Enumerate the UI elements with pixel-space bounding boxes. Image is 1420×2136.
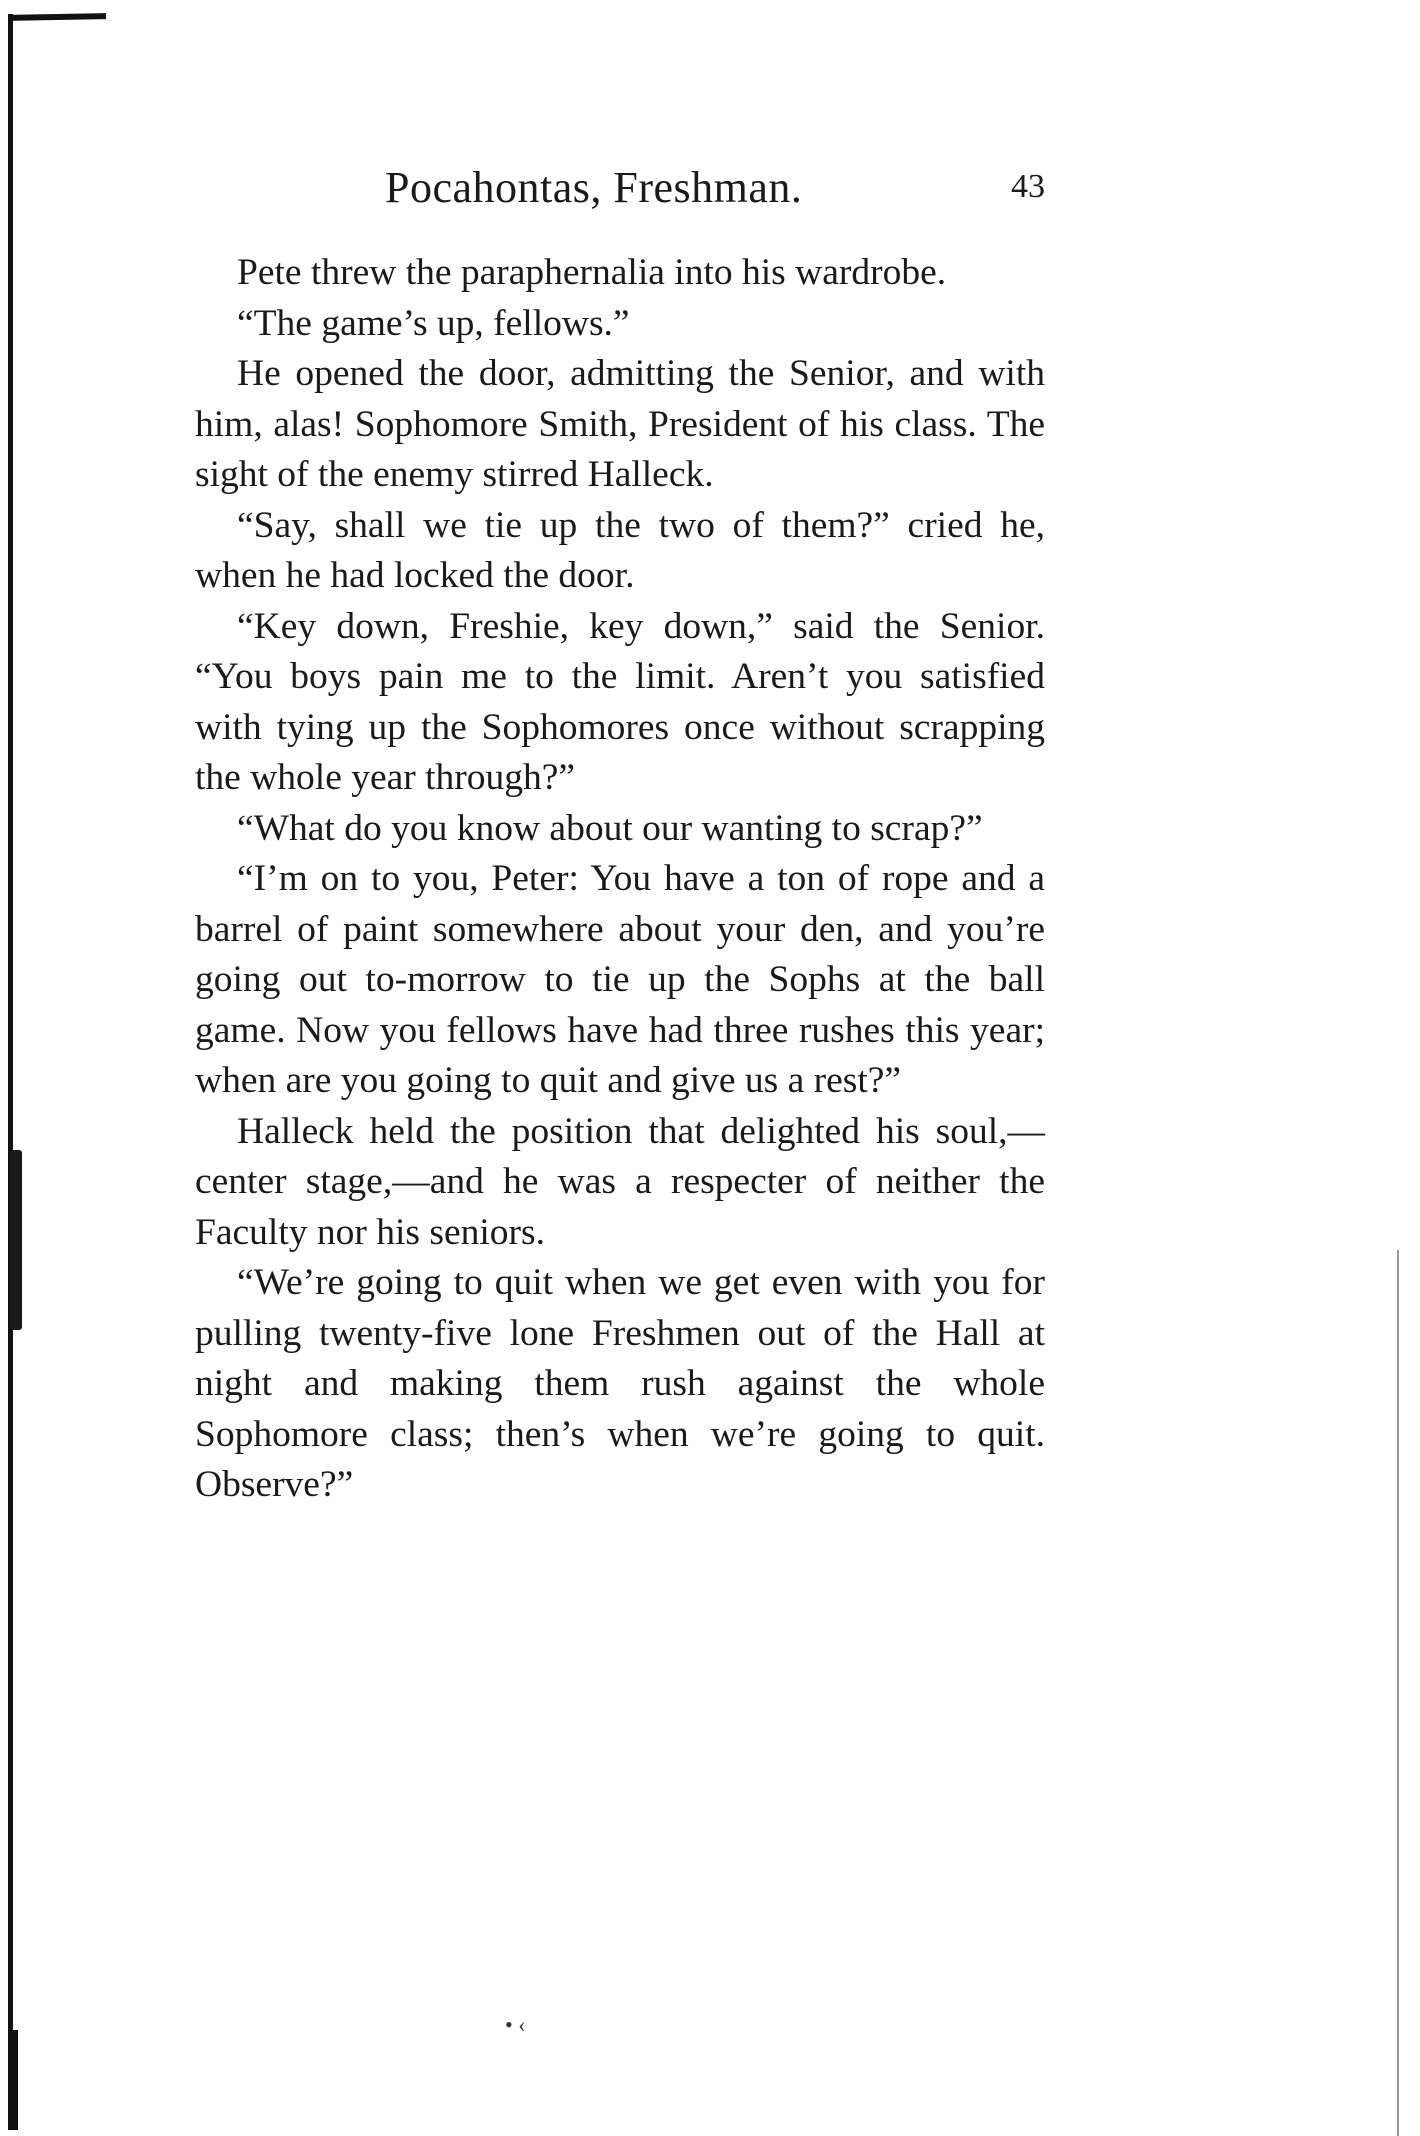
paragraph: Halleck held the position that delighted his soul,—center stage,—and he was a respecter of neither the Faculty nor his seniors. (195, 1110, 1045, 1253)
paragraph: “Say, shall we tie up the two of them?” cried he, when he had locked the door. (195, 504, 1045, 596)
footer-mark: • ‹ (505, 2012, 526, 2037)
paragraph: Pete threw the paraphernalia into his wardrobe. (237, 252, 947, 293)
paragraph: “Key down, Freshie, key down,” said the Senior. “You boys pain me to the limit. Aren’t you satisfied with tying up the Sophomores once without scrapping the whole year through?” (195, 605, 1045, 798)
binding-corner (8, 13, 106, 21)
page-header (195, 162, 1045, 222)
page-edge-rule (1397, 1250, 1399, 2136)
body-text (195, 248, 1045, 1511)
binding-bottom-edge (8, 2030, 18, 2130)
paragraph: “We’re going to quit when we get even with you for pulling twenty-five lone Freshmen out of the Hall at night and making them rush against the whole Sophomore class; then’s when we’re going to quit. Observe?” (195, 1262, 1045, 1505)
paragraph: “I’m on to you, Peter: You have a ton of rope and a barrel of paint somewhere about your den, and you’re going out to-morrow to tie up the Sophs at the ball game. Now you fellows have had three rushes this year; when are you going to quit and give us a rest?” (195, 858, 1045, 1101)
binding-edge (8, 14, 13, 2124)
paragraph: “What do you know about our wanting to scrap?” (237, 807, 983, 849)
page-number: 43 (1011, 168, 1045, 205)
paragraph: He opened the door, admitting the Senior, and with him, alas! Sophomore Smith, President of his class. The sight of the enemy stirred Halleck. (195, 353, 1045, 495)
binding-shadow (10, 1150, 22, 1330)
running-title: Pocahontas, Freshman. (385, 163, 803, 212)
paragraph: “The game’s up, fellows.” (237, 302, 630, 344)
